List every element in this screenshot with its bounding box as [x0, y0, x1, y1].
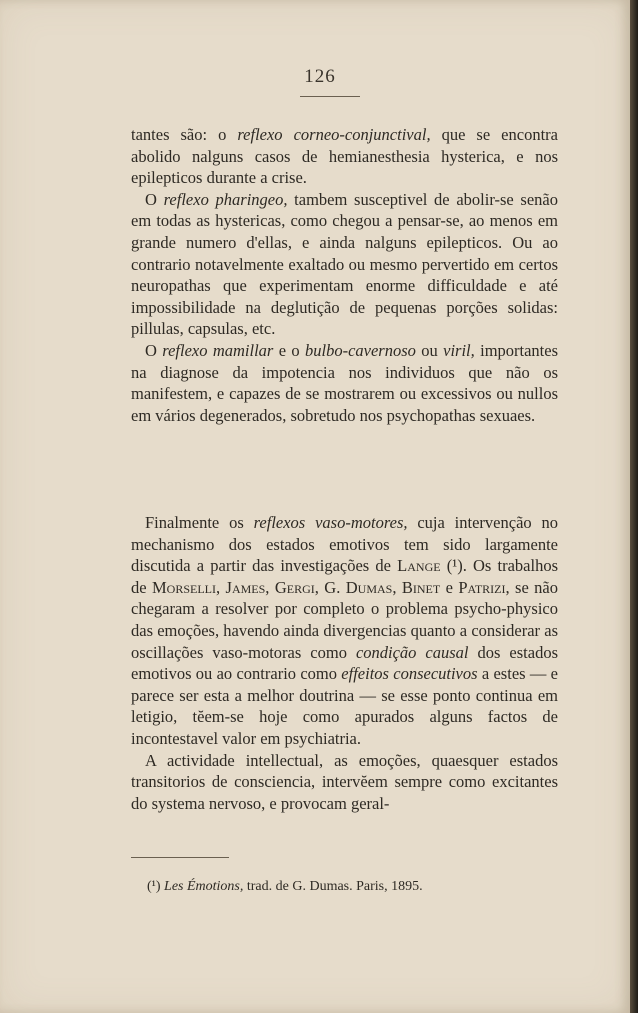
paragraph-reflexo-pharingeo — [131, 189, 558, 340]
text-run: que se encontra abolido nalguns casos de hemianesthesia hysterica, e nos epilepticos durante a crise. — [131, 125, 558, 188]
text-block-upper — [131, 124, 558, 426]
footnote-rule — [131, 857, 229, 858]
italic-term: reflexo corneo-conjunctival, — [237, 125, 431, 144]
text-run: a estes — e parece ser esta a melhor doutrina — se esse ponto continua em letigio, tĕem-se hoje como apurados alguns factos de incontestavel valor em psychiatria. — [131, 664, 558, 748]
text-run: cuja intervenção no mechanismo dos estados emotivos tem sido largamente discutida a partir das investigações de — [131, 513, 558, 576]
paragraph-actividade: A actividade intellectual, as emoções, quaesquer estados transitorios de consciencia, intervĕem sempre como excitantes do systema nervoso, e provocam geral- — [131, 750, 558, 813]
text-run: , — [392, 577, 402, 597]
footnote-text: trad. de G. Dumas. Paris, 1895. — [243, 879, 423, 894]
footnote-title: Les Émotions, — [164, 879, 244, 894]
author-name: Gergi — [274, 577, 315, 597]
text-run: , se não chegaram a resolver por completo o problema psycho-physico das emoções, havendo ainda divergencias quanto a considerar as oscillações vaso-motoras como — [131, 577, 559, 662]
text-run: Finalmente os — [145, 513, 254, 532]
text-run: tambem susceptivel de abolir-se senão em todas as hystericas, como chegou a pensar-se, ao menos em grande numero d'ellas, e ainda nalguns epilepticos. Ou ao contrario notavelmente exaltado ou mesmo pervertido em certos neuropathas que experimentam enorme difficuldade e até impossibilidade na deglutição de pequenas porções solidas: pillulas, capsulas, etc. — [131, 189, 558, 339]
header-rule — [300, 96, 360, 97]
italic-term: bulbo-cavernoso — [305, 340, 416, 360]
text-run: , G. — [314, 577, 346, 597]
author-name: Morselli — [151, 577, 216, 597]
page-number: 126 — [304, 66, 336, 87]
italic-term: reflexo mamillar — [162, 340, 274, 360]
author-name: James — [225, 577, 266, 597]
author-name: Patrizi — [458, 577, 506, 597]
book-edge — [630, 0, 638, 1013]
text-run: e o — [273, 340, 305, 360]
author-name: Lange — [397, 556, 441, 576]
text-block-lower — [131, 512, 558, 814]
italic-term: effeitos consecutivos — [341, 664, 478, 684]
text-run: ou — [415, 340, 444, 360]
paragraph-reflexos-vaso-motores — [131, 512, 558, 750]
author-name: Dumas — [345, 577, 393, 597]
footnote-reference: (¹). Os trabalhos de — [131, 556, 558, 597]
italic-term: reflexo pharingeo, — [163, 189, 288, 209]
text-run: , — [265, 577, 275, 597]
text-run: O — [145, 340, 163, 360]
text-run: tantes são: o — [131, 125, 238, 144]
italic-term: viril, — [443, 340, 475, 360]
text-run: , — [216, 577, 226, 597]
footnote-marker: (¹) — [147, 879, 161, 894]
author-name: Binet — [401, 577, 441, 597]
text-run: e — [440, 577, 459, 597]
paragraph-reflexo-corneo — [131, 124, 558, 189]
italic-term: reflexos vaso-motores, — [253, 513, 408, 532]
paragraph-reflexo-mamillar — [131, 340, 558, 426]
footnote — [147, 879, 423, 895]
text-run: dos estados emotivos ou ao contrario como — [131, 642, 558, 684]
text-run: importantes na diagnose da impotencia nos individuos que não os manifestem, e capazes de se mostrarem ou excessivos ou nullos em vários degenerados, sobretudo nos psychopathas sexuaes. — [131, 340, 559, 425]
italic-term: condição causal — [355, 642, 469, 662]
text-run: O — [145, 189, 164, 209]
